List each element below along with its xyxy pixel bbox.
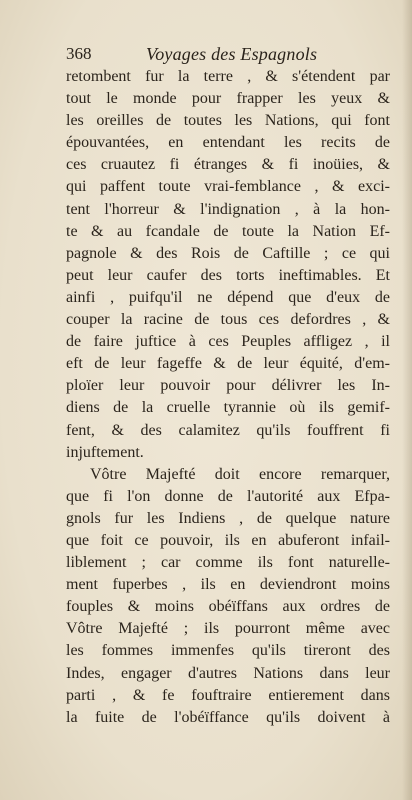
text-line: retombent fur la terre , & s'étendent par bbox=[66, 68, 390, 85]
text-line: que fi l'on donne de l'autorité aux Efpa- bbox=[66, 487, 390, 505]
page-number: 368 bbox=[66, 44, 92, 63]
text-line: couper la racine de tous ces defordres , & bbox=[66, 311, 390, 329]
running-head: Voyages des Espagnols bbox=[146, 44, 318, 64]
text-line: te & au fcandale de toute la Nation Ef- bbox=[66, 222, 390, 240]
text-line: les oreilles de toutes les Nations, qui font bbox=[66, 112, 390, 130]
text-line: les fommes immenfes qu'ils tireront des bbox=[66, 642, 390, 660]
text-line: que foit ce pouvoir, ils en abuferont infail- bbox=[66, 531, 390, 549]
text-line: pagnole & des Rois de Caftille ; ce qui bbox=[66, 244, 390, 262]
text-line: fent, & des calamitez qu'ils fouffrent fi bbox=[66, 421, 390, 439]
text-line: fouples & moins obéïffans aux ordres de bbox=[66, 598, 390, 616]
text-line: ces cruautez fi étranges & fi inoüies, & bbox=[66, 156, 390, 174]
text-line: ment fuperbes , ils en deviendront moins bbox=[66, 576, 390, 594]
text-line: tent l'horreur & l'indignation , à la hon- bbox=[66, 200, 390, 218]
text-line: injuftement. bbox=[66, 443, 144, 461]
text-line: liblement ; car comme ils font naturelle- bbox=[66, 554, 390, 572]
page-edge-shadow bbox=[402, 0, 412, 800]
text-line: peut leur caufer des torts ineftimables. Et bbox=[66, 266, 390, 284]
text-line: épouvantées, en entendant les recits de bbox=[66, 134, 390, 152]
page-header bbox=[66, 44, 366, 68]
text-line: diens de la cruelle tyrannie où ils gemif- bbox=[66, 399, 390, 417]
text-line: Vôtre Majefté doit encore remarquer, bbox=[90, 465, 390, 483]
text-line: Indes, engager d'autres Nations dans leur bbox=[66, 664, 390, 682]
text-line: tout le monde pour frapper les yeux & bbox=[66, 90, 390, 108]
text-line: gnols fur les Indiens , de quelque nature bbox=[66, 509, 390, 527]
text-line: Vôtre Majefté ; ils pourront même avec bbox=[66, 620, 390, 638]
text-line: la fuite de l'obéïffance qu'ils doivent à bbox=[66, 708, 390, 726]
text-line: parti , & fe fouftraire entierement dans bbox=[66, 686, 390, 704]
text-line: qui paffent toute vrai-femblance , & exci- bbox=[66, 178, 390, 196]
text-line: ainfi , puifqu'il ne dépend que d'eux de bbox=[66, 288, 390, 306]
body-text bbox=[66, 66, 390, 729]
text-line: de faire juftice à ces Peuples affligez , il bbox=[66, 333, 390, 351]
text-line: eft de leur fageffe & de leur équité, d'em- bbox=[66, 355, 390, 373]
text-line: ploïer leur pouvoir pour délivrer les In- bbox=[66, 377, 390, 395]
